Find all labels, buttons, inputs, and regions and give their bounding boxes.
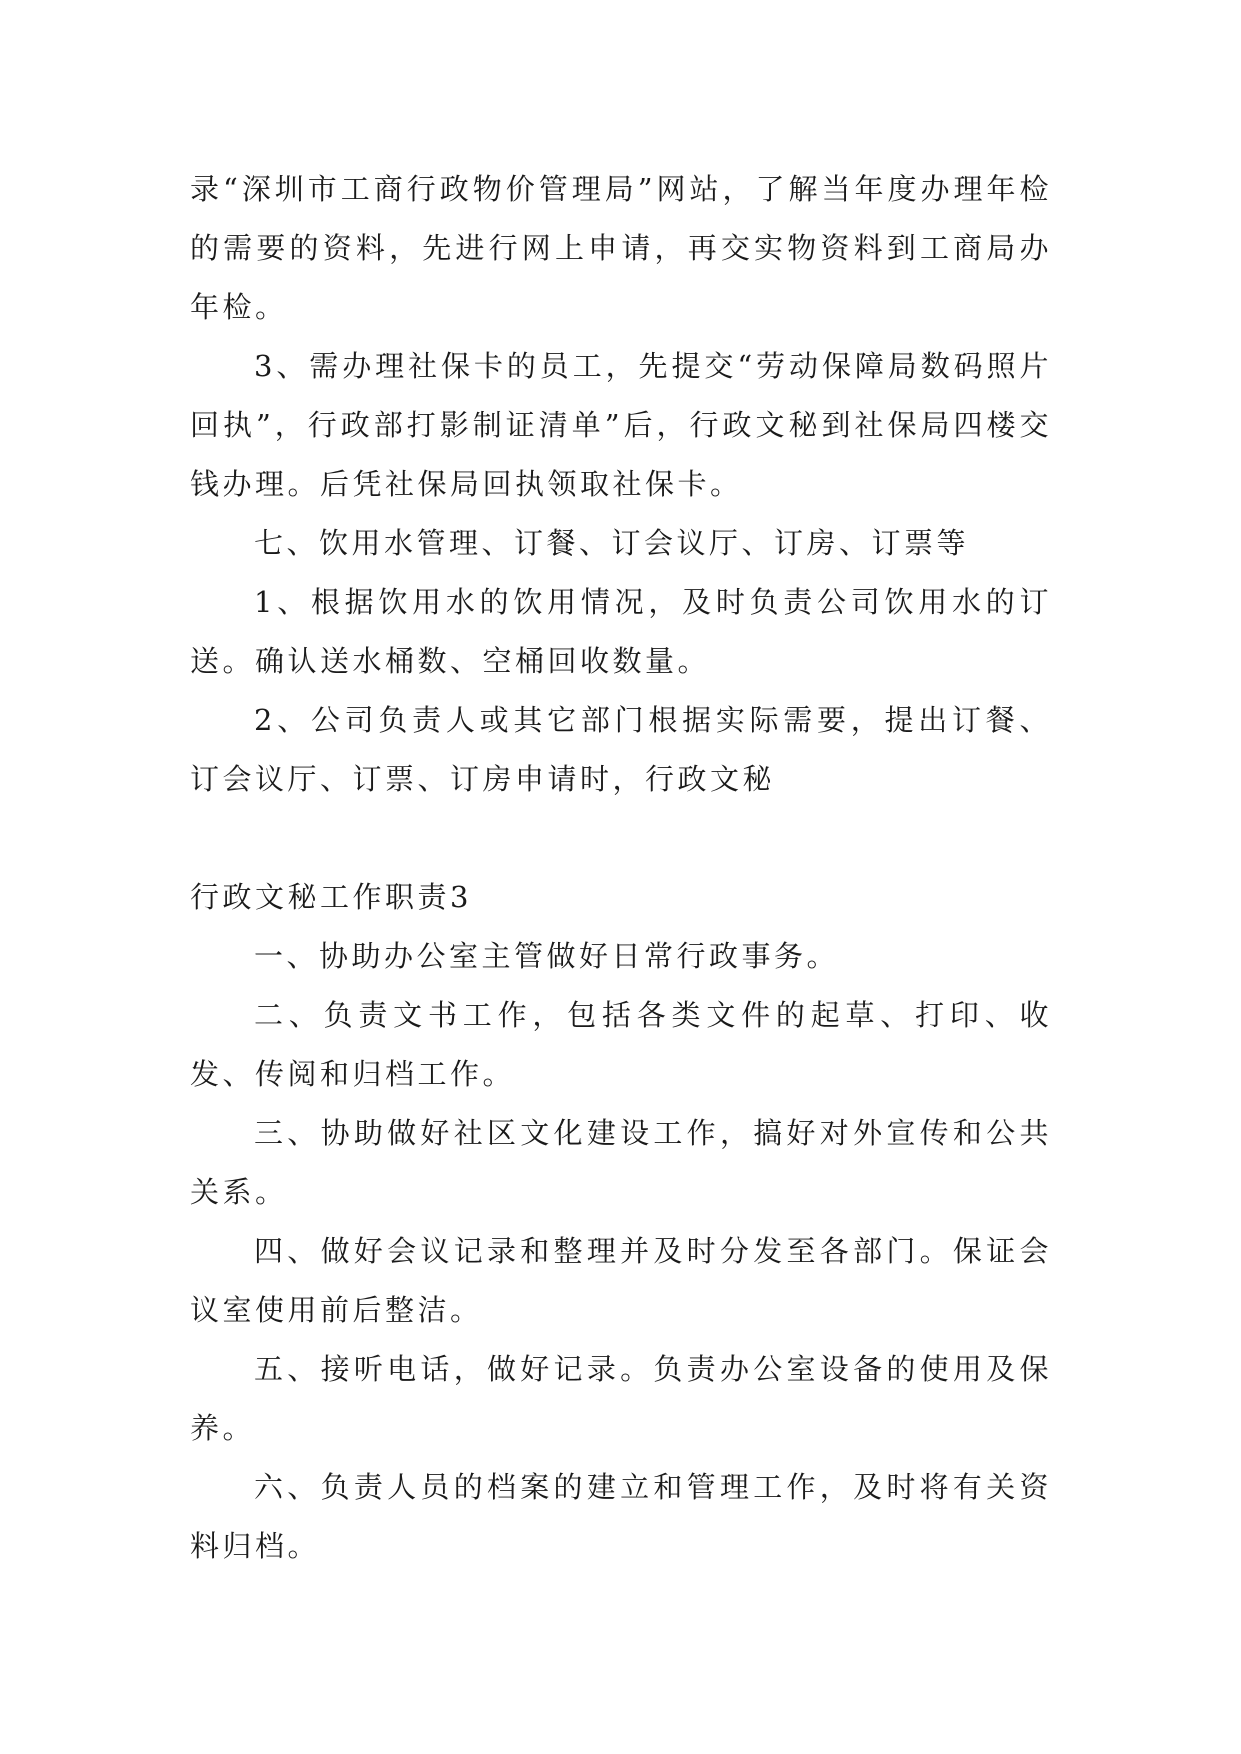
- duty-item-1: 一、协助办公室主管做好日常行政事务。: [254, 939, 840, 973]
- duty-item-4: 四、做好会议记录和整理并及时分发至各部门。保证会议室使用前后整洁。: [190, 1234, 1052, 1327]
- paragraph-continuation: 录“深圳市工商行政物价管理局”网站，了解当年度办理年检的需要的资料，先进行网上申请，再交实物资料到工商局办年检。: [190, 172, 1052, 324]
- section-title: 行政文秘工作职责3: [190, 880, 472, 914]
- duty-item-5: 五、接听电话，做好记录。负责办公室设备的使用及保养。: [190, 1352, 1052, 1445]
- paragraph-social-security-card: 3、需办理社保卡的员工，先提交“劳动保障局数码照片回执”，行政部打影制证清单”后，行政文秘到社保局四楼交钱办理。后凭社保局回执领取社保卡。: [190, 349, 1052, 501]
- duty-item-3: 三、协助做好社区文化建设工作，搞好对外宣传和公共关系。: [190, 1116, 1052, 1209]
- document-body: [190, 160, 1052, 1576]
- section-gap: [190, 809, 1052, 868]
- duty-item-2: 二、负责文书工作，包括各类文件的起草、打印、收发、传阅和归档工作。: [190, 998, 1052, 1091]
- paragraph-bookings: 2、公司负责人或其它部门根据实际需要，提出订餐、订会议厅、订票、订房申请时，行政文秘: [190, 703, 1052, 796]
- paragraph-drinking-water: 1、根据饮用水的饮用情况，及时负责公司饮用水的订送。确认送水桶数、空桶回收数量。: [190, 585, 1052, 678]
- heading-water-and-booking: 七、饮用水管理、订餐、订会议厅、订房、订票等: [254, 526, 970, 560]
- duty-item-6: 六、负责人员的档案的建立和管理工作，及时将有关资料归档。: [190, 1470, 1052, 1563]
